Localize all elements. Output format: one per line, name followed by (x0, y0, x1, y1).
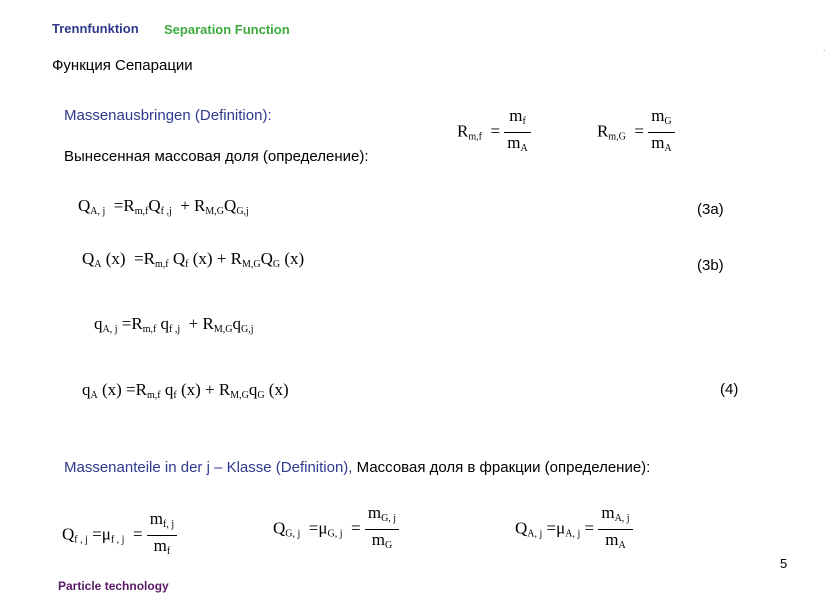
page-number: 5 (780, 556, 788, 571)
header-title-de: Trennfunktion (52, 21, 139, 36)
equation-4: $q_A$ $(x) =R_{m,f}$ $q_f$ $(x) + R_{M,G}q_G$ (x) (82, 380, 289, 401)
formula-qgj: $Q_{G, j} =\mu_{G, j}$ = $\frac{m_{G, j}}{m_G}$ (273, 503, 399, 556)
header-title-en: Separation Function (164, 22, 290, 37)
section2-label (64, 459, 650, 476)
section2-label-de: Massenanteile in der j – Klasse (Definition), (64, 459, 353, 476)
equation-number-3a: (3a) (697, 201, 724, 218)
equation-number-4: (4) (720, 381, 739, 398)
section2-label-ru: Массовая доля в фракции (определение): (356, 459, 651, 476)
header-title-ru: Функция Сепарации (52, 57, 193, 74)
equation-3a: $Q_{A, j} =R_{m,f}Q_{f ,j} + R_{M,G}Q_{G,j}$ (78, 196, 249, 217)
formula-qaj: $Q_{A, j} =\mu_{A, j}$ = $\frac{m_{A, j}}{m_A}$ (515, 503, 633, 556)
formula-qfj: $Q_{f , j} =\mu_{f , j}$ = $\frac{m_{f, j}}{m_f}$ (62, 509, 177, 562)
footer-text: Particle technology (58, 579, 169, 593)
equation-number-3b: (3b) (697, 257, 724, 274)
equation-3b: $Q_A$ $(x) =R_{m,f}$ $Q_f$ $(x) + R_{M,G}Q_G$ (x) (82, 249, 305, 270)
section1-label-ru: Вынесенная массовая доля (определение): (64, 148, 369, 165)
corner-dot: . (823, 44, 826, 53)
section1-label-de: Massenausbringen (Definition): (64, 107, 272, 124)
formula-rmf: $R_{m,f}$ = $\frac{m_f}{m_A}$ (457, 106, 531, 159)
equation-q-discrete: $q_{A, j} =R_{m,f}$ $q_{f ,j} + R_{M,G}q_{G,j}$ (94, 314, 254, 335)
formula-rmg: $R_{m,G}$ = $\frac{m_G}{m_A}$ (597, 106, 675, 159)
